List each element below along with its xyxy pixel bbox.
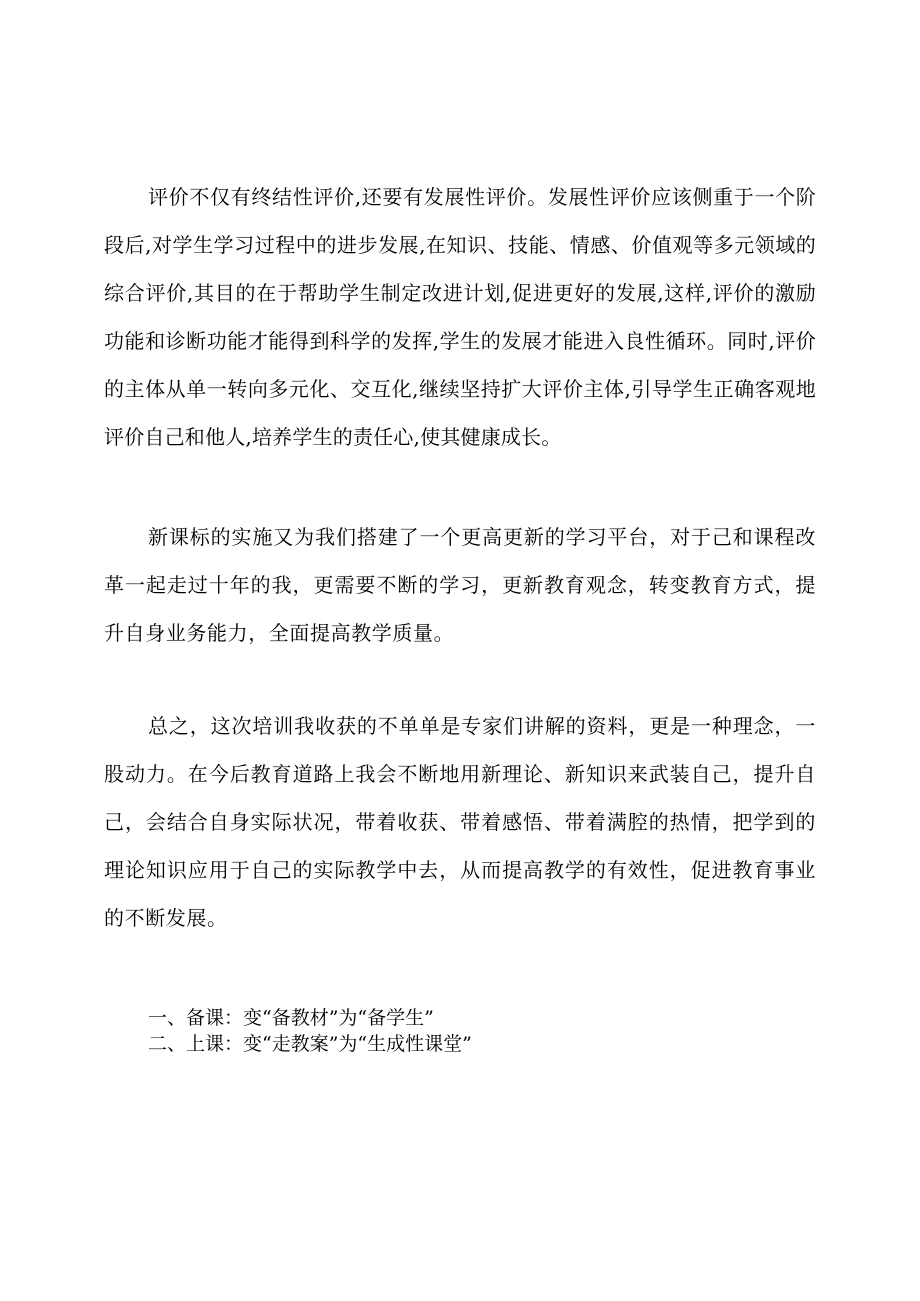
paragraph-new-curriculum: 新课标的实施又为我们搭建了一个更高更新的学习平台，对于己和课程改革一起走过十年的我，更需要不断的学习，更新教育观念，转变教育方式，提升自身业务能力，全面提高教学质量。 (104, 525, 816, 645)
outline-item-in-class: 二、上课：变“走教案”为“生成性课堂” (148, 1033, 472, 1055)
paragraph-conclusion: 总之，这次培训我收获的不单单是专家们讲解的资料，更是一种理念，一股动力。在今后教育道路上我会不断地用新理论、新知识来武装自己，提升自己，会结合自身实际状况，带着收获、带着感悟、带着满腔的热情，把学到的理论知识应用于自己的实际教学中去，从而提高教学的有效性，促进教育事业的不断发展。 (104, 714, 816, 930)
outline-item-lesson-prep: 一、备课：变“备教材”为“备学生” (148, 1007, 434, 1029)
paragraph-evaluation: 评价不仅有终结性评价,还要有发展性评价。发展性评价应该侧重于一个阶段后,对学生学习过程中的进步发展,在知识、技能、情感、价值观等多元领域的综合评价,其目的在于帮助学生制定改进计划,促进更好的发展,这样,评价的激励功能和诊断功能才能得到科学的发挥,学生的发展才能进入良性循环。同时,评价的主体从单一转向多元化、交互化,继续坚持扩大评价主体,引导学生正确客观地评价自己和他人,培养学生的责任心,使其健康成长。 (104, 185, 816, 449)
